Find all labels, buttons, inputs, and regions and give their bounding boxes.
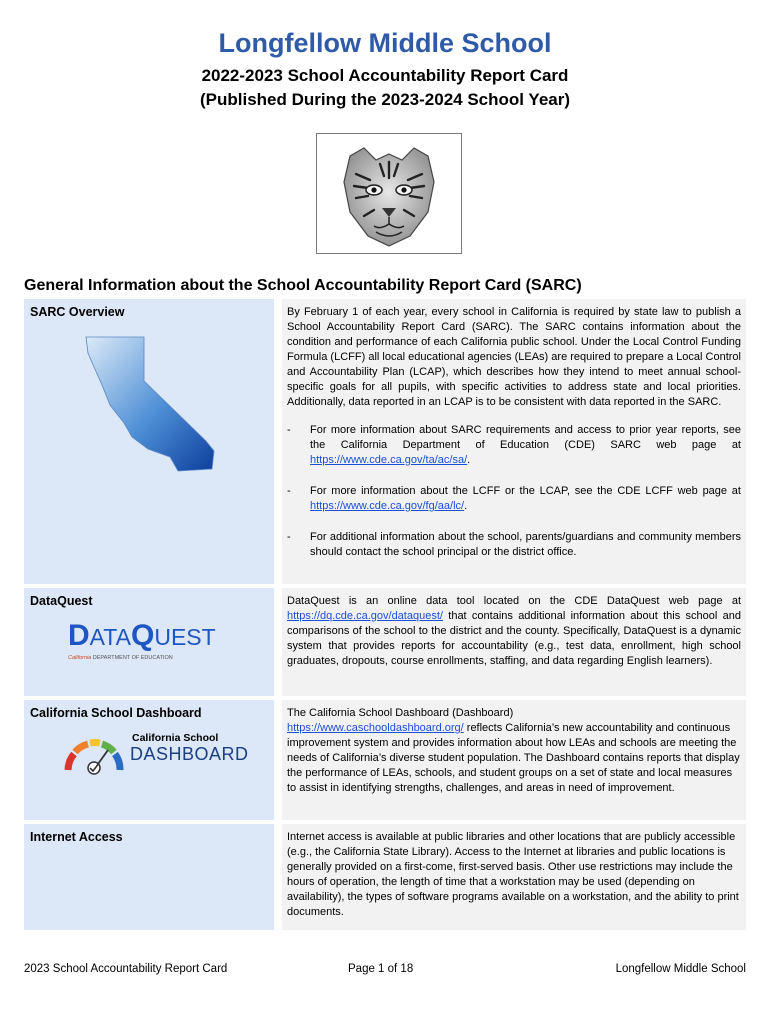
dashboard-content-cell: [282, 700, 746, 820]
dataquest-link[interactable]: https://dq.cde.ca.gov/dataquest/: [287, 610, 443, 622]
logo-letter: Q: [131, 619, 155, 652]
dataquest-label-cell: [24, 588, 274, 696]
bullet-mark: -: [287, 531, 291, 543]
list-item: [287, 530, 741, 560]
dataquest-logo: [68, 620, 216, 661]
section-heading: General Information about the School Accountability Report Card (SARC): [24, 277, 582, 294]
period: .: [467, 454, 471, 466]
logo-subtext: DEPARTMENT OF EDUCATION: [92, 655, 173, 661]
tiger-head-icon: [330, 138, 448, 250]
mascot-image: [316, 133, 462, 254]
dashboard-link[interactable]: https://www.caschooldashboard.org/: [287, 722, 464, 734]
bullet-text: For additional information about the school, parents/guardians and community members should contact the school principal or the district office.: [310, 531, 741, 558]
dashboard-label-cell: [24, 700, 274, 820]
sarc-label-cell: [24, 299, 274, 584]
gauge-icon: [62, 732, 126, 776]
bullet-text: For more information about the LCFF or the LCAP, see the CDE LCFF web page at: [310, 485, 741, 497]
published-note: (Published During the 2023-2024 School Year): [199, 90, 571, 109]
dataquest-label: DataQuest: [30, 594, 93, 608]
california-map-icon: [82, 335, 242, 475]
logo-letter: D: [68, 619, 90, 652]
footer-page-number: Page 1 of 18: [348, 963, 414, 975]
internet-label-cell: [24, 824, 274, 930]
sarc-paragraph: By February 1 of each year, every school in California is required by state law to publish a School Accountability Report Card (SARC). The SARC contains information about the condition and performance of each California public school. Under the Local Control Funding Formula (LCFF) all local educational agencies (LEAs) are required to prepare a Local Control and Accountability Plan (LCAP), which describes how they intend to meet annual school-specific goals for all pupils, with specific activities to address state and local priorities. Additionally, data reported in an LCAP is to be consistent with data reported in the SARC.: [287, 306, 741, 408]
bullet-mark: -: [287, 424, 291, 436]
logo-letters: ATA: [89, 624, 131, 650]
report-title: 2022-2023 School Accountability Report Card: [201, 66, 569, 85]
bullet-text: For more information about SARC requirements and access to prior year reports, see the California Department of Education (CDE) SARC web page at: [310, 424, 741, 451]
internet-paragraph: Internet access is available at public libraries and other locations that are publicly accessible (e.g., the California State Library). Access to the Internet at libraries and public locations is generally provided on a first-come, first-served basis. Other use restrictions may include the hours of operation, the length of time that a workstation may be used (depending on availability), the types of software programs available on a workstation, and the ability to print documents.: [287, 831, 739, 918]
dataquest-content-cell: [282, 588, 746, 696]
list-item: [287, 423, 741, 468]
dataquest-text: that contains additional information about this school and comparisons of the school to the district and the county. Specifically, DataQuest is a dynamic system that provides reports for accountability (e.g., test data, enrollment, high school graduates, dropouts, course enrollments, staffing, and data regarding English learners).: [287, 610, 742, 667]
lcff-web-link[interactable]: https://www.cde.ca.gov/fg/aa/lc/: [310, 500, 465, 512]
dataquest-intro: DataQuest is an online data tool located on the CDE DataQuest web page at: [287, 595, 741, 607]
internet-content-cell: [282, 824, 746, 930]
dashboard-logo-line1: California School: [132, 732, 219, 744]
dashboard-intro: The California School Dashboard (Dashboard): [287, 707, 514, 719]
period: .: [464, 500, 468, 512]
footer-right: Longfellow Middle School: [615, 963, 746, 975]
dashboard-text: reflects California’s new accountability and continuous improvement system and provides information about how LEAs and schools are meeting the needs of California’s diverse student population. The Dashboard contains reports that display the performance of LEAs, schools, and student groups on a set of state and local measures to assist in identifying strengths, challenges, and areas in need of improvement.: [287, 722, 740, 794]
dashboard-label: California School Dashboard: [30, 706, 202, 720]
internet-access-label: Internet Access: [30, 830, 123, 844]
sarc-overview-label: SARC Overview: [30, 305, 125, 319]
bullet-mark: -: [287, 485, 291, 497]
school-title: Longfellow Middle School: [218, 28, 552, 58]
sarc-web-link[interactable]: https://www.cde.ca.gov/ta/ac/sa/: [310, 454, 468, 466]
dashboard-logo-line2: DASHBOARD: [130, 744, 249, 764]
footer-left: 2023 School Accountability Report Card: [24, 963, 228, 975]
sarc-content-cell: [282, 299, 746, 584]
dashboard-logo: [62, 732, 252, 776]
logo-letters: UEST: [154, 624, 216, 650]
list-item: [287, 484, 741, 514]
logo-script: California: [68, 655, 92, 661]
